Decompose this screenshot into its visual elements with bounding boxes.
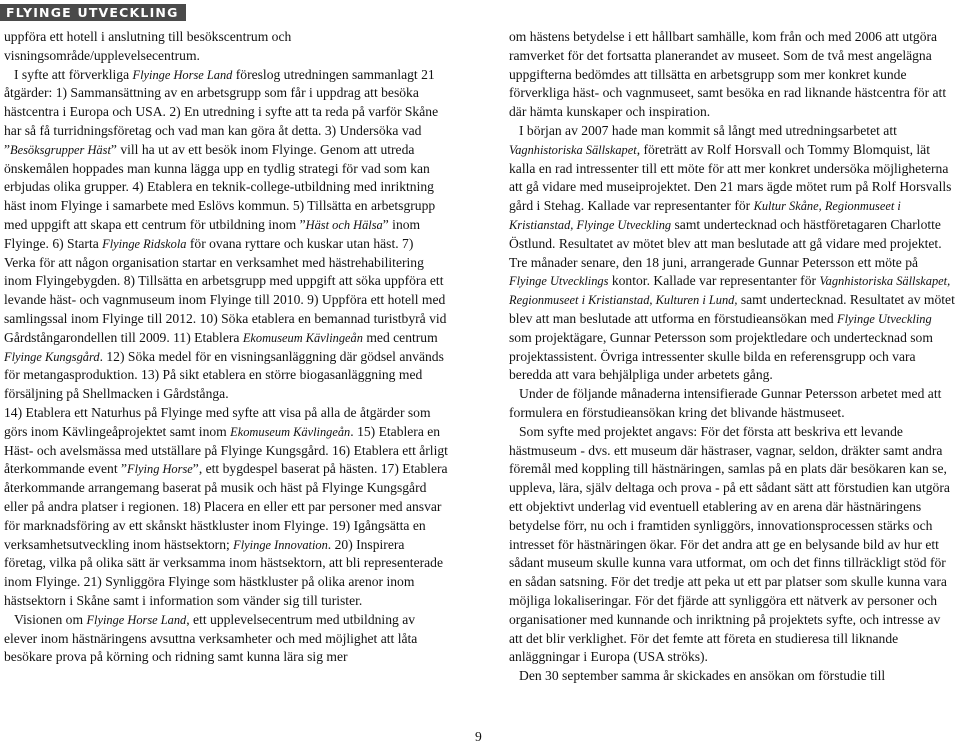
paragraph: Under de följande månaderna intensifierade Gunnar Petersson arbetet med att formulera en förstudieansökan kring det blivande hästmuseet.: [509, 386, 942, 420]
paragraph: Visionen om Flyinge Horse Land, ett upplevelsecentrum med utbildning av elever inom hästnäringens avsuttna verksamheter och med möjlighet att låta besökare prova på körning och ridning samt kunna lära sig mer: [4, 611, 418, 665]
paragraph: uppföra ett hotell i anslutning till besökscentrum och visningsområde/upplevelsecentrum.: [4, 29, 292, 63]
paragraph: Som syfte med projektet angavs: För det första att beskriva ett levande hästmuseum - dvs. ett museum där hästraser, vagnar, seldon, dräkter samt andra föremål med koppling till hästnäringen, samlas på en plats där besökaren kan se, uppleva, lära, själv deltaga och prova - på ett sådant sätt att förstudien kan utgöra ett objektivt underlag vid eventuell etablering av en arena där hästnäringens betydelse förr, nu och i framtiden synliggörs, innovationsprocessen stärks och intresset för hästnäringen ökar. För det andra att ge en belysande bild av hur ett sådant museum skulle kunna vara utformat, om och det finns tillräckligt stöd för en sådan satsning. För det tredje att peka ut ett par platser som skulle kunna vara möjliga lokaliseringar. För det fjärde att synliggöra ett nätverk av personer och organisationer med kunnande och inriktning på projektets syfte, och intresse av att det blir verklighet. För det femte att företa en studieresa till liknande anläggningar i Europa (USA ströks).: [509, 423, 950, 665]
paragraph: I syfte att förverkliga Flyinge Horse Land föreslog utredningen sammanlagt 21 åtgärder: 1) Sammansättning av en arbetsgrupp som får i uppdrag att besöka hästcentra i Europa och USA. 2) En utredning i syfte att ta reda på varför Skåne har så få turridningsföretag och vad man kan göra åt detta. 3) Undersöka vad ”Besöksgrupper Häst” vill ha ut av ett besök inom Flyinge. Genom att utreda önskemålen hoppades man kunna lägga upp en tydlig strategi för vad som kan erbjudas olika grupper. 4) Etablera en teknik-college-utbildning med inriktning häst inom Flyinge i samarbete med Eslövs kommun. 5) Tillsätta en arbetsgrupp med uppgift att skapa ett centrum för utbildning inom ”Häst och Hälsa” inom Flyinge. 6) Starta Flyinge Ridskola för ovana ryttare och kuskar utan häst. 7) Verka för att någon organisation startar en verksamhet med hästrehabilitering inom Flyingebygden. 8) Tillsätta en arbetsgrupp med uppgift att söka uppföra ett levande häst- och vagnmuseum inom Flyinge till 2010. 9) Uppföra ett hotell med samlingssal inom Flyinge till 2012. 10) Söka etablera en bemannad turistbyrå vid Gårdstångarondellen till 2009. 11) Etablera Ekomuseum Kävlingeån med centrum Flyinge Kungsgård. 12) Söka medel för en visningsanläggning där gödsel används för metangasproduktion. 13) På sikt etablera en större biogasanläggning med försäljning på Shellmacken i Gårdstånga.: [4, 66, 447, 402]
right-column: [509, 28, 956, 686]
paragraph: I början av 2007 hade man kommit så långt med utredningsarbetet att Vagnhistoriska Sällskapet, företrätt av Rolf Horsvall och Tommy Blomquist, lät kalla en rad intressenter till ett möte för att mer konkret undersöka möjligheterna att gå vidare med museiprojektet. Den 21 mars ägde mötet rum på Rolf Horsvalls gård i Stehag. Kallade var representanter för Kultur Skåne, Regionmuseet i Kristianstad, Flyinge Utveckling samt undertecknad och hästföretagaren Charlotte Östlund. Resultatet av mötet blev att man beslutade att gå vidare med projektet. Tre månader senare, den 18 juni, arrangerade Gunnar Petersson ett möte på Flyinge Utvecklings kontor. Kallade var representanter för Vagnhistoriska Sällskapet, Regionmuseet i Kristianstad, Kulturen i Lund, samt undertecknad. Resultatet av mötet blev att man beslutade att utforma en förstudieansökan med Flyinge Utveckling som projektägare, Gunnar Petersson som projektledare och undertecknad som projektassistent. Övriga intressenter skulle bilda en referensgrupp och vara beredda att vara behjälpliga under arbetets gång.: [509, 122, 955, 383]
left-column: [4, 28, 448, 667]
page-number: 9: [475, 729, 482, 744]
paragraph: Den 30 september samma år skickades en ansökan om förstudie till: [519, 668, 886, 684]
paragraph: om hästens betydelse i ett hållbart samhälle, kom från och med 2006 att utgöra ramverket för det fortsatta planerandet av museet. Som de två mest angelägna uppgifterna bedömdes att tillsätta en arbetsgrupp som mer konkret kunde förverkliga häst- och vagnmuseet, samt besöka en rad liknande hästcentra för att där hämta kunskaper och inspiration.: [509, 29, 947, 120]
header-banner: FLYINGE UTVECKLING: [0, 4, 186, 21]
paragraph: 14) Etablera ett Naturhus på Flyinge med syfte att visa på alla de åtgärder som görs inom Kävlingeåprojektet samt inom Ekomuseum Kävlingeån. 15) Etablera en Häst- och avelsmässa med utställare på Flyinge Kungsgård. 16) Etablera ett årligt återkommande event ”Flying Horse”, ett bygdespel baserat på hästen. 17) Etablera återkommande arrangemang baserat på musik och häst på Flyinge Kungsgård eller på andra platser i regionen. 18) Placera en eller ett par personer med ansvar för marknadsföring av ett skånskt hästkluster inom Flyinge. 19) Igångsätta en verksamhetsutveckling inom hästsektorn; Flyinge Innovation. 20) Inspirera företag, vilka på olika sätt är verksamma inom hästsektorn, att bli representerade inom Flyinge. 21) Synliggöra Flyinge som hästkluster på olika arenor inom hästsektorn i Skåne samt i information som vänder sig till turister.: [4, 404, 448, 608]
